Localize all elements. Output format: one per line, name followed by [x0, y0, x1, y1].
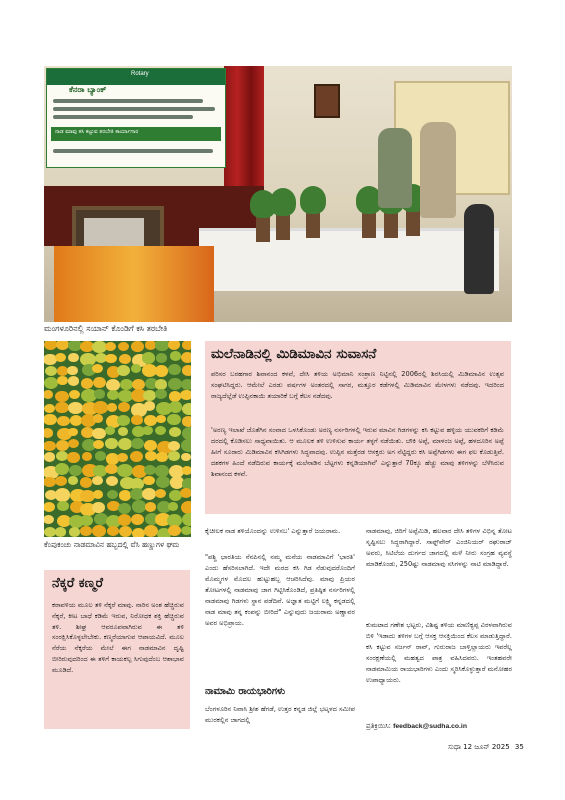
main-article-para2: 'ಅರಣ್ಯ ಇಲಾಖೆ ಜೊತೆಗಿನ ಸಂವಾದ ಒಳಸಿಕೊಂಡು ಅರಣ್ಯ ನರ್ಸರಿಗಳಲ್ಲಿ ಇರುವ ಮಾವಿನ ಗಿಡಗಳನ್ನು ಕಸಿ ಕಟ್ಟುವ ಹಳ್ಳಿಯ ಯುವಕರಿಗೆ ಕಡಿಮೆ ದರದಲ್ಲಿ ಕೊಡಿಸಲು ಸಾಧ್ಯವಾಯಿತು. ಆ ಮೂಲಕ ತಳಿ ಉಳಿಸುವ ಕಾರ್ಯ ತಳ್ಳಗೆ ನಡೆಯಿತು. ಬೌಕಿ ಅಪ್ಪೆ, ಮಾಳಂಜ ಅಪ್ಪೆ, ಹಳದೂರಿನ ಅಪ್ಪೆ ಹೀಗೆ ಸೂರಾರು ಮಿಡಿಮಾವಿನ ಕಸಿಗಿಡಗಳು ಸಿದ್ಧವಾದವು. ಉಪ್ಪಿನ ಮತ್ತೆರಡ ಆಸಕ್ತರು ಅಗ ನೆಟ್ಟಿದ್ದರು ಕಸಿ ಅಪ್ಪೆಗಿಡಗಳು ಈಗ ಫಲ ಕೊಡುತ್ತಿವೆ. ದಶಕಗಳ ಹಿಂದೆ ನಡೆದಿರುವ ಕಾರ್ಯಕ್ಕೆ ಮಲೆನಾಡಿನ ಬೆಟ್ಟಗಳು ಕನ್ನಡಿಯಾಗಿವೆ' ಎನ್ನುತ್ತಾರೆ 70ಕ್ಕೂ ಹೆಚ್ಚು ಮಾವು ತಳಿಗಳನ್ನು ಬೆಳೆಸಿರುವ ಶಿವಾನಂದ ಕಳವೆ. [211, 426, 504, 478]
mango-fruit [142, 426, 152, 435]
mango-fruit [105, 426, 115, 435]
mango-fruit [144, 465, 156, 475]
mango-fruit [182, 427, 191, 440]
mango-fruit [143, 390, 156, 401]
mango-fruit [170, 351, 182, 361]
mango-fruit [55, 476, 67, 486]
mango-fruit [45, 366, 58, 377]
middle-column [205, 526, 355, 754]
mango-fruit [180, 390, 191, 401]
mango-fruit [117, 365, 130, 376]
mango-fruit [155, 365, 169, 377]
mango-fruit [44, 452, 55, 461]
mango-fruit [155, 389, 167, 399]
banner-rotary: Rotary [131, 71, 149, 77]
mango-fruit [117, 464, 133, 477]
right-para1: ನಾಡಮಾವು, ಜಿರಿಗೆ ಅಪ್ಪೆಮಿಡಿ, ಹಲವಾರ ದೇಸಿ ತಳಿಗಳ ವಿಭಿನ್ನ ತೋಟ ಸೃಷ್ಟಿಸಲು ಸಿದ್ಧರಾಗಿದ್ದಾರೆ. ಸಾಫ್ಟ್‌ವೇರ್ ಎಂಜಿನಿಯರ್ ರಘುರಾಜ್ ಅವರು, ಸಿಟಿಲೆಯ ದುರ್ಗದ ಜಾಗದಲ್ಲಿ ಮಳೆ ನೀರು ಸಂಗ್ರಹ ವ್ಯವಸ್ಥೆ ಮಾಡಿಕೊಂಡು, 250ಷ್ಟು ನಾಡಮಾವು ಸಸಿಗಳನ್ನು ನಾಟಿ ಮಾಡಿದ್ದಾರೆ. [366, 527, 512, 568]
mango-fruit [57, 366, 68, 375]
mango-fruit [168, 378, 182, 390]
mango-fruit [68, 428, 78, 437]
feedback-email[interactable]: feedback@sudha.co.in [393, 723, 467, 730]
mango-fruit [55, 353, 66, 362]
feedback-line [366, 722, 512, 731]
mango-fruit [44, 515, 54, 524]
mango-fruit [80, 477, 92, 487]
mango-fruit [168, 364, 181, 375]
mango-fruit [44, 390, 53, 399]
mango-fruit [105, 342, 116, 351]
mango-fruit [44, 341, 57, 350]
mango-fruit [92, 364, 103, 373]
mango-fruit [155, 489, 166, 498]
side-article-box [44, 570, 190, 729]
mango-fruit [93, 440, 104, 449]
mango-fruit [68, 376, 79, 385]
mango-fruit [156, 353, 167, 363]
banner-subtitle: ನಾಡ ಮಾವು ಕಸಿ ಕಟ್ಟುವ ತರಬೇತಿ ಕಾರ್ಯಾಗಾರ [55, 129, 139, 135]
mango-fruit [130, 451, 144, 463]
mango-fruit [107, 403, 118, 412]
mid-para1: ಕೈಚೀಲಕ ನಾಡ ತಳಿಯೊಂದನ್ನು ಉಳಿಸಬ' ಎನ್ನುತ್ತಾರೆ ಜಯರಾಮ. [205, 527, 341, 535]
mango-fruit [119, 354, 131, 364]
sapling [306, 212, 320, 238]
mango-fruit [118, 427, 128, 436]
mango-fruit [69, 527, 80, 537]
mango-fruit [181, 379, 191, 390]
mango-fruit [168, 502, 178, 511]
mango-fruit [82, 452, 92, 461]
right-column [366, 526, 512, 738]
mango-fruit [119, 526, 132, 537]
mango-fruit [169, 427, 181, 437]
mango-fruit [131, 415, 142, 425]
mango-fruit [131, 364, 141, 373]
mango-fruit [156, 452, 167, 462]
mango-fruit [69, 390, 80, 400]
mango-fruit [68, 439, 79, 448]
mango-fruit [67, 452, 79, 462]
mango-fruit [92, 502, 105, 513]
mango-fruit [93, 401, 108, 414]
mango-fruit [168, 441, 180, 451]
mango-fruit [144, 525, 158, 537]
mango-photo-caption: ಕೆಂಪುಕಂಚು ನಾಡಮಾವಿನ ಹಬ್ಬದಲ್ಲಿ ವೆಸಿ ಹಣ್ಣುಗಳ ಘಮ [44, 540, 180, 549]
mango-fruit [92, 525, 106, 537]
mango-fruit [44, 428, 53, 437]
side-article-heading: ನೆಕ್ಕರೆ ಕಣ್ಮರೆ [52, 576, 103, 591]
mango-fruit [57, 376, 67, 385]
mango-fruit [56, 440, 70, 452]
mango-fruit [131, 514, 144, 525]
mango-fruit [142, 488, 156, 500]
side-article-para: ಕರಾವಳಿಯ ಮೂಲ ತಳಿ ನೆಕ್ಕರೆ ಮಾವು. ನಾರಿನ ಅಂಶ ಹೆಚ್ಚಿರುವ ನೆಕ್ಕರೆ, ಕೀಟ ಬಾಧೆ ಕಡಿಮೆ ಇರುವ, ನಿರೋಧಕ ಶಕ್ತಿ ಹೆಚ್ಚಿರುವ ತಳಿ. ಶೀಘ್ರ ಆವರೂಪವಾಗಿರುವ ಈ ತಳಿ ಸಂರಕ್ಷಿಸಿಕೊಳ್ಳಲೇಬೇಕು. ಕಣ್ಮರೆಯಾಗುವ ಆಪಾಯವಿದೆ. ಮೂಲ ನೆರೆಯ ನೆಕ್ಕರೆಯ ಮೇಲೆ ಈಗ ನಾಡಮಾವಿನ ದೃಷ್ಟಿ ಬೀರಿರುವುದರಿಂದ ಈ ತಳಿಗೆ ಕಾಯಕಲ್ಪ ಸಿಗುವುದೆಂಬ ಆಶಾಭಾವ ಮೂಡಿದೆ. [52, 601, 184, 674]
mango-fruit [120, 379, 133, 390]
mango-fruit [55, 488, 71, 501]
mango-fruit [93, 377, 106, 388]
wall-portrait [314, 84, 340, 118]
mango-fruit [56, 341, 69, 350]
mango-fruit [44, 404, 55, 413]
mango-fruit [107, 490, 118, 499]
mango-fruit [155, 426, 166, 435]
mango-fruit [131, 341, 144, 352]
mango-fruit [95, 451, 106, 461]
mango-fruit [55, 527, 67, 537]
sapling [384, 212, 398, 238]
mango-fruit [57, 416, 69, 426]
mango-fruit [142, 352, 155, 363]
event-photo [44, 66, 512, 322]
page-footer [448, 743, 524, 752]
mango-fruit [181, 439, 191, 452]
mango-fruit [144, 440, 157, 451]
sapling [406, 210, 420, 236]
mango-fruit [155, 341, 168, 351]
mango-fruit [80, 526, 91, 536]
page-number: 35 [514, 743, 524, 751]
mango-fruit [182, 365, 191, 376]
mango-fruit [132, 379, 145, 390]
mango-fruit [93, 414, 103, 423]
mango-fruit [55, 402, 68, 413]
mango-fruit [105, 464, 117, 474]
mango-fruit [94, 389, 105, 398]
mango-fruit [169, 401, 182, 412]
mango-fruit [180, 488, 191, 498]
mid-heading: ನಾಮಾಮಿ ರಾಯಭಾರಿಗಳು [205, 686, 286, 697]
mango-photo [44, 341, 191, 537]
mango-fruit [68, 402, 82, 414]
mango-fruit [93, 490, 104, 499]
mango-fruit [168, 451, 180, 461]
mango-fruit [106, 476, 118, 486]
top-photo-caption: ಮಂಗಳೂರಿನಲ್ಲಿ ಸಯಾನ್‌ ಕೊಂಡಿಗೆ ಕಸಿ ತರಬೇತಿ [44, 324, 168, 333]
mango-fruit [181, 352, 191, 363]
mango-fruit [118, 514, 132, 526]
mid-para3: ಬೆಂಗಳೂರಿನ ನಿವಾಸಿ ಶ್ರೀಶ ಹೆಗಡೆ, ಉತ್ತರ ಕನ್ನಡ ಜಿಲ್ಲೆ ಭಟ್ಕಳದ ಸಮೀಪ ಮುರಕಲ್ಲಿನ ಜಾಗದಲ್ಲಿ [205, 705, 355, 724]
mango-fruit [68, 476, 79, 485]
mango-fruit [68, 353, 78, 362]
person [420, 122, 456, 218]
mango-fruit [156, 476, 170, 488]
mango-fruit [182, 341, 191, 350]
mango-fruit [118, 503, 131, 514]
mango-fruit [182, 416, 192, 427]
banner-title: ಕೆನರಾ ಬ್ಯಾಂಕ್ [69, 85, 107, 94]
mango-fruit [145, 502, 157, 512]
mango-fruit [118, 342, 129, 351]
main-article-heading: ಮಲೆನಾಡಿನಲ್ಲಿ ಮಿಡಿಮಾವಿನ ಸುವಾಸನೆ [211, 346, 377, 362]
mango-fruit [81, 378, 94, 389]
mango-fruit [182, 466, 191, 475]
mango-fruit [105, 354, 117, 364]
mango-fruit [118, 402, 130, 412]
mango-fruit [156, 415, 166, 424]
mango-fruit [131, 438, 144, 449]
mango-fruit [118, 438, 132, 450]
mango-fruit [44, 527, 56, 537]
mango-fruit [167, 414, 181, 426]
mango-fruit [145, 451, 157, 461]
mango-fruit [92, 476, 102, 485]
mango-fruit [67, 366, 77, 375]
sapling [362, 212, 376, 238]
mango-fruit [117, 415, 130, 426]
right-para2: ಕುಮಟಾದ ಗಣೇಶ ಭಟ್ಟರು, ವಿಶಿಷ್ಟ ತಳಿಯ ಮಾಣಿಕ್ಯಪ್ಪ ವಿರಳವಾಗಿರುವ ಬಿಳಿ 'ಇಡಾದು ತಳಿಗಳ ಬಗ್ಗೆ ಆಸಕ್ತ ಆಸಕ್ತಿಯಿಂದ ಕೆಲಸ ಮಾಡುತ್ತಿದ್ದಾರೆ. ಕಸಿ ಕಟ್ಟುವ ಸರ್ಜನ್ ರಾವ್, ಗುರುರಾಜ ಬಾಳ್ತಿಲ್ಲಾಯರು ಇವರೆಲ್ಲ ಸಂರಕ್ಷಣೆಯಲ್ಲಿ ಮಹತ್ವದ ಪಾತ್ರ ವಹಿಸಿದವರು. ಇಂತಹವರೇ ನಾಡಮಾಮಿಯ ರಾಯಭಾರಿಗಳು ಎಂದು ಸ್ಮರಿಸಿಕೊಳ್ಳುತ್ತಾರೆ ಮನೋಹರ ಉಪಾಧ್ಯಾಯರು. [366, 621, 512, 684]
mango-fruit [168, 525, 181, 536]
mango-fruit [44, 502, 55, 513]
mango-fruit [107, 526, 119, 536]
mango-fruit [92, 428, 106, 440]
sapling [256, 216, 270, 242]
mango-fruit [145, 341, 156, 350]
mango-fruit [44, 377, 58, 389]
mango-fruit [144, 401, 156, 411]
main-article-para1: ಪರಿಸರ ಬರಹಗಾರ ಶಿವಾನಂದ ಕಳವೆ, ದೇಸಿ ತಳಿಯ ಅಭಿಮಾನಿ ಸಂಶ್ರಾಣ ನಿಟ್ಟಿನಲ್ಲಿ 2006ರಲ್ಲಿ ಶಿರಸಿಯಲ್ಲಿ ಮಿಡಿಮಾವಿನ ಉತ್ಸವ ಸಂಘಟಿಸಿದ್ದರು. ಆಮೇಲೆ ಎರಡು ವರ್ಷಗಳ ಅಂತರದಲ್ಲಿ ಸಾಗರ, ಮತ್ತೂರ ಕಡೆಗಳಲ್ಲಿ ಮಿಡಿಮಾವಿನ ಮೇಳಗಳು ನಡೆದವು. ಇದರಿಂದ ರಾಜ್ಯದೆಲ್ಲೆಡೆ ಉಪ್ಪಿನಕಾಯಿ ತಯಾರಿಕೆ ಬಗ್ಗೆ ಕೆಲಸ ನಡೆದವು. [211, 370, 504, 400]
display-table [199, 228, 499, 291]
sapling [276, 214, 290, 240]
mango-fruit [106, 379, 120, 391]
mango-fruit [44, 414, 57, 426]
mango-fruit [44, 441, 56, 452]
mango-fruit [168, 341, 180, 350]
mango-fruit [105, 438, 117, 449]
mid-para2: "ಪಶ್ಚಿ ಭಾರತಿಯ ನೆನಪಿನಲ್ಲಿ ನಮ್ಮ ಮನೆಯ ನಾಡಮಾವಿಗೆ 'ಭಾರತಿ' ಎಂದು ಹೆಸರಿಸಲಾಗಿದೆ. ಇದೇ ಮರದ ಕಸಿ ಗಿಡ ನೆಡುವುದರೊಂದಿಗೆ ಮೊಮ್ಮಗಳ ಮೊದಲ ಹುಟ್ಟುಹಬ್ಬ ಆಚರಿಸಿದೆವು. ಮಾವು ಪ್ರಿಯರ ತೋಟಗಳಲ್ಲಿ ನಾಡಮಾವು ಜಾಗ ಗಿಟ್ಟಿಸಿಕೊಂಡಿದೆ, ಪ್ರತಿಷ್ಠಿತ ನರ್ಸರಿಗಳಲ್ಲಿ ನಾಡಮಾವು ಗಿಡಗಳು ಸ್ಥಾನ ಪಡೆದಿವೆ. ಅಜ್ಞಾತ ಮಟ್ಟಿಗೆ ಲಕ್ಷ್ಮಿ ಕನ್ನಡದಲ್ಲಿ ನಾಡ ಮಾವು ತನ್ನ ಕಂಪನ್ನು ಬೀರಿದೆ" ಎನ್ನುವುದು ಜಯರಾಮ ಅಣ್ಣಾವರ ಅವರ ಅಭಿಪ್ರಾಯ. [205, 553, 355, 627]
mango-fruit [57, 501, 68, 511]
mango-fruit [182, 513, 191, 526]
mango-fruit [182, 403, 191, 416]
mango-fruit [181, 526, 191, 536]
mango-fruit [69, 465, 82, 476]
mango-fruit [55, 391, 69, 403]
mango-fruit [55, 463, 69, 475]
event-banner [46, 68, 226, 168]
mango-fruit [117, 453, 128, 462]
mango-fruit [80, 515, 93, 526]
main-article-box [205, 341, 511, 514]
feedback-label: ಪ್ರತಿಕ್ರಿಯಿಸಿ: [366, 722, 391, 730]
mango-fruit [181, 453, 191, 462]
mango-fruit [143, 476, 154, 486]
person [378, 128, 412, 208]
footer-issue: ಸುಧಾ 12 ಜೂನ್ 2025 [448, 743, 510, 751]
